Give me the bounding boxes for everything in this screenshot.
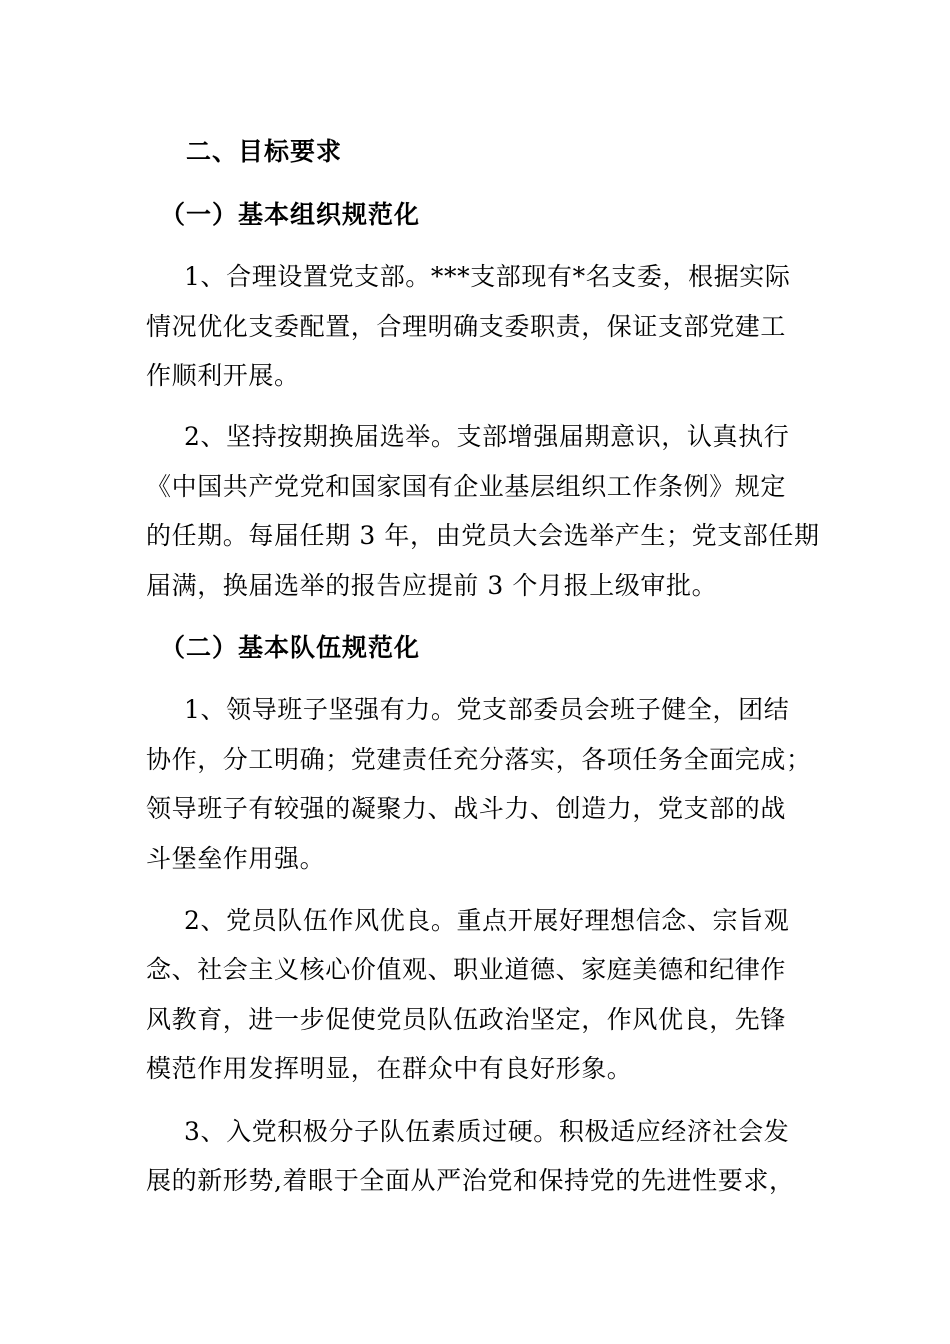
paragraph-line: 届满，换届选举的报告应提前 3 个月报上级审批。 bbox=[146, 571, 718, 600]
paragraph-line: 念、社会主义核心价值观、职业道德、家庭美德和纪律作 bbox=[146, 955, 787, 984]
paragraph-line: 风教育，进一步促使党员队伍政治坚定，作风优良，先锋 bbox=[146, 1005, 787, 1034]
paragraph-line: 2、坚持按期换届选举。支部增强届期意识，认真执行 bbox=[184, 422, 790, 451]
paragraph-line: 情况优化支委配置，合理明确支委职责，保证支部党建工 bbox=[146, 312, 787, 341]
paragraph-line: 模范作用发挥明显，在群众中有良好形象。 bbox=[146, 1054, 633, 1083]
heading-main: 二、目标要求 bbox=[186, 137, 343, 166]
paragraph-line: 1、领导班子坚强有力。党支部委员会班子健全，团结 bbox=[184, 695, 790, 724]
paragraph-line: 领导班子有较强的凝聚力、战斗力、创造力，党支部的战 bbox=[146, 794, 787, 823]
paragraph-line: 作顺利开展。 bbox=[146, 361, 300, 390]
paragraph-line: 1、合理设置党支部。***支部现有*名支委，根据实际 bbox=[184, 262, 791, 291]
paragraph-line: 3、入党积极分子队伍素质过硬。积极适应经济社会发 bbox=[184, 1117, 790, 1146]
paragraph-line: 的任期。每届任期 3 年，由党员大会选举产生；党支部任期 bbox=[146, 521, 820, 550]
paragraph-line: 展的新形势,着眼于全面从严治党和保持党的先进性要求， bbox=[146, 1166, 795, 1195]
paragraph-line: 斗堡垒作用强。 bbox=[146, 844, 326, 873]
paragraph-line: 协作，分工明确；党建责任充分落实，各项任务全面完成； bbox=[146, 745, 812, 774]
paragraph-line: 《中国共产党党和国家国有企业基层组织工作条例》规定 bbox=[146, 472, 787, 501]
section2-heading: （二）基本队伍规范化 bbox=[160, 633, 421, 662]
paragraph-line: 2、党员队伍作风优良。重点开展好理想信念、宗旨观 bbox=[184, 906, 790, 935]
section1-heading: （一）基本组织规范化 bbox=[160, 200, 421, 229]
